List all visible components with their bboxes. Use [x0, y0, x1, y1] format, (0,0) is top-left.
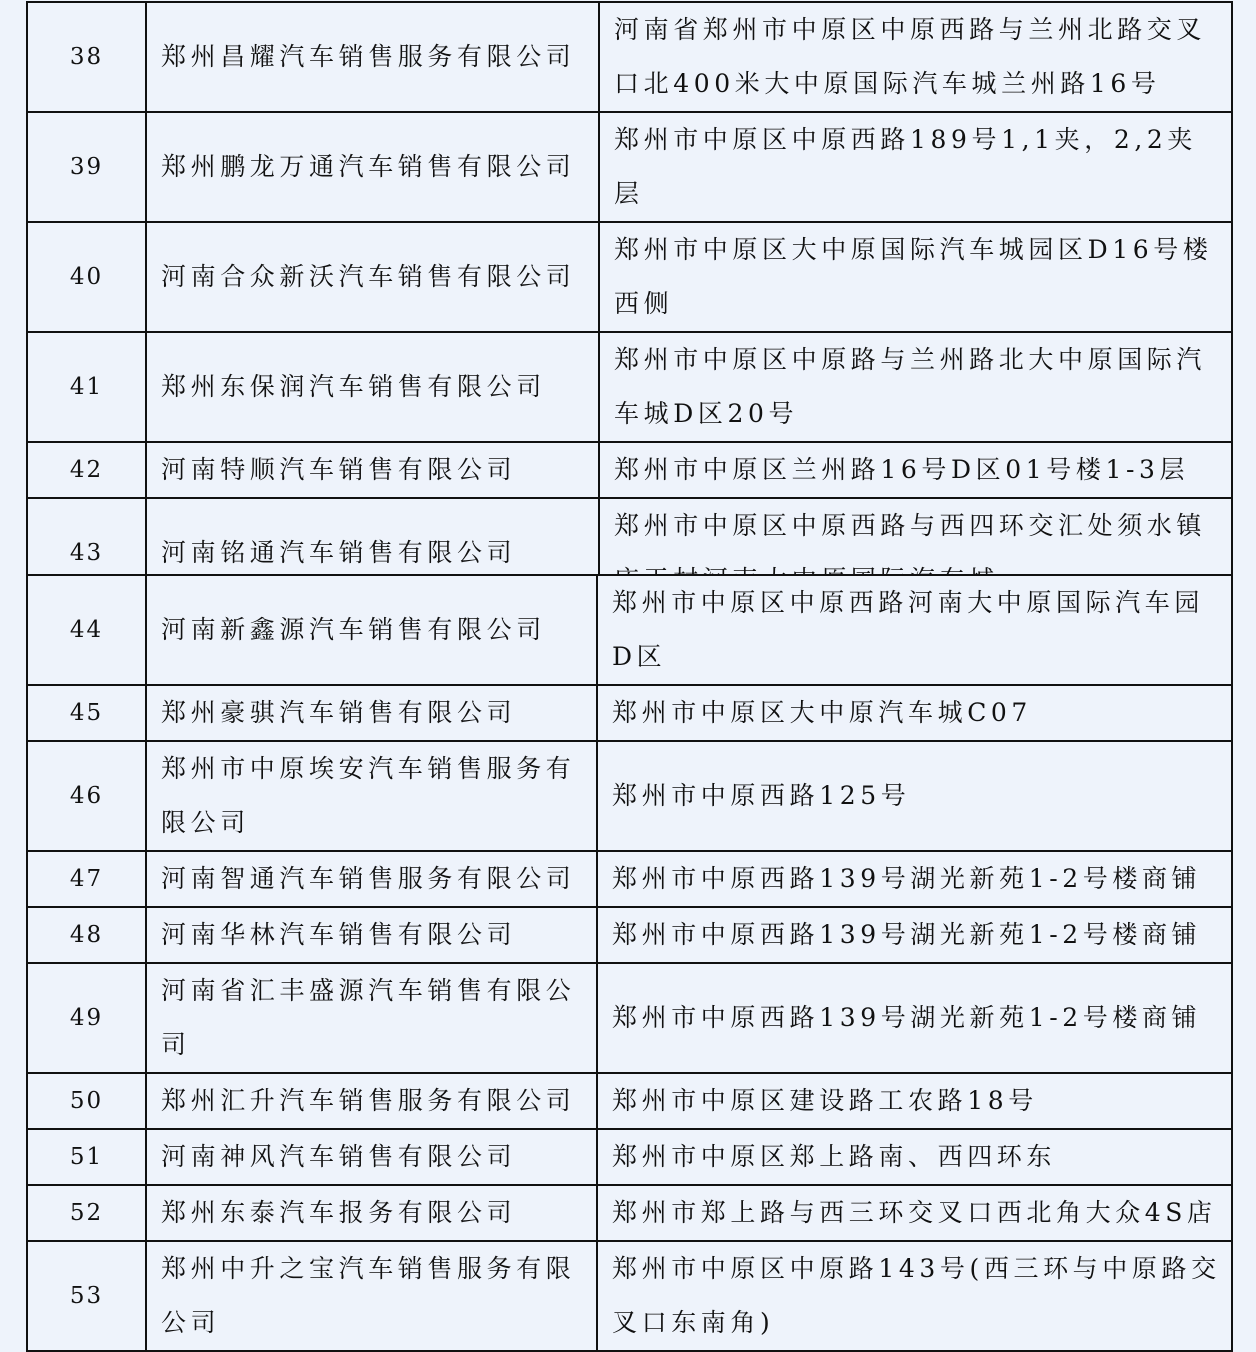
company-address: 郑州市中原区中原路143号(西三环与中原路交叉口东南角) — [597, 1241, 1232, 1351]
company-address: 河南省郑州市中原区中原西路与兰州北路交叉口北400米大中原国际汽车城兰州路16号 — [599, 2, 1232, 112]
company-address: 郑州市中原区中原西路与西四环交汇处须水镇 — [599, 498, 1232, 608]
row-number: 44 — [27, 575, 146, 685]
table-row — [27, 685, 1232, 741]
company-name: 河南合众新沃汽车销售有限公司 — [146, 222, 599, 332]
company-name: 郑州中升之宝汽车销售服务有限公司 — [146, 1241, 597, 1351]
row-number: 47 — [27, 851, 146, 907]
company-address: 郑州市中原区郑上路南、西四环东 — [597, 1129, 1232, 1185]
company-name: 郑州昌耀汽车销售服务有限公司 — [146, 2, 599, 112]
table-row — [27, 2, 1232, 112]
company-address: 郑州市中原区建设路工农路18号 — [597, 1073, 1232, 1129]
row-number: 53 — [27, 1241, 146, 1351]
company-name: 河南华林汽车销售有限公司 — [146, 907, 597, 963]
dealer-table-section-a — [26, 1, 1233, 609]
company-address: 郑州市中原西路139号湖光新苑1-2号楼商铺 — [597, 907, 1232, 963]
company-name: 河南特顺汽车销售有限公司 — [146, 442, 599, 498]
company-address: 郑州市中原区中原西路189号1,1夹，2,2夹层 — [599, 112, 1232, 222]
company-name: 郑州鹏龙万通汽车销售有限公司 — [146, 112, 599, 222]
table-row — [27, 907, 1232, 963]
row-number: 50 — [27, 1073, 146, 1129]
company-name: 郑州东保润汽车销售有限公司 — [146, 332, 599, 442]
row-number: 49 — [27, 963, 146, 1073]
table-row — [27, 963, 1232, 1073]
company-name: 河南智通汽车销售服务有限公司 — [146, 851, 597, 907]
company-name: 郑州市中原埃安汽车销售服务有限公司 — [146, 741, 597, 851]
company-name: 郑州豪骐汽车销售有限公司 — [146, 685, 597, 741]
row-number: 39 — [27, 112, 146, 222]
company-address: 郑州市中原区大中原国际汽车城园区D16号楼西侧 — [599, 222, 1232, 332]
company-name: 河南铭通汽车销售有限公司 — [146, 498, 599, 608]
row-number: 46 — [27, 741, 146, 851]
company-name: 河南神风汽车销售有限公司 — [146, 1129, 597, 1185]
table-row — [27, 575, 1232, 685]
row-number: 41 — [27, 332, 146, 442]
row-number: 52 — [27, 1185, 146, 1241]
company-address: 郑州市中原区中原西路河南大中原国际汽车园D区 — [597, 575, 1232, 685]
table-row — [27, 1073, 1232, 1129]
table-row — [27, 851, 1232, 907]
company-name: 河南新鑫源汽车销售有限公司 — [146, 575, 597, 685]
row-number: 42 — [27, 442, 146, 498]
row-number: 38 — [27, 2, 146, 112]
row-number: 43 — [27, 498, 146, 608]
company-address: 郑州市中原西路139号湖光新苑1-2号楼商铺 — [597, 963, 1232, 1073]
table-row — [27, 741, 1232, 851]
company-address: 郑州市中原西路139号湖光新苑1-2号楼商铺 — [597, 851, 1232, 907]
company-address: 郑州市郑上路与西三环交叉口西北角大众4S店 — [597, 1185, 1232, 1241]
row-number: 48 — [27, 907, 146, 963]
dealer-table-section-b — [26, 574, 1233, 1352]
table-row — [27, 442, 1232, 498]
company-name: 河南省汇丰盛源汽车销售有限公司 — [146, 963, 597, 1073]
row-number: 51 — [27, 1129, 146, 1185]
row-number: 40 — [27, 222, 146, 332]
company-address: 郑州市中原西路125号 — [597, 741, 1232, 851]
table-row — [27, 222, 1232, 332]
company-address: 郑州市中原区大中原汽车城C07 — [597, 685, 1232, 741]
table-row — [27, 1241, 1232, 1351]
company-address: 郑州市中原区中原路与兰州路北大中原国际汽车城D区20号 — [599, 332, 1232, 442]
table-row — [27, 332, 1232, 442]
row-number: 45 — [27, 685, 146, 741]
table-row — [27, 1129, 1232, 1185]
table-row — [27, 1185, 1232, 1241]
table-row — [27, 112, 1232, 222]
company-name: 郑州东泰汽车报务有限公司 — [146, 1185, 597, 1241]
company-name: 郑州汇升汽车销售服务有限公司 — [146, 1073, 597, 1129]
company-address: 郑州市中原区兰州路16号D区01号楼1-3层 — [599, 442, 1232, 498]
